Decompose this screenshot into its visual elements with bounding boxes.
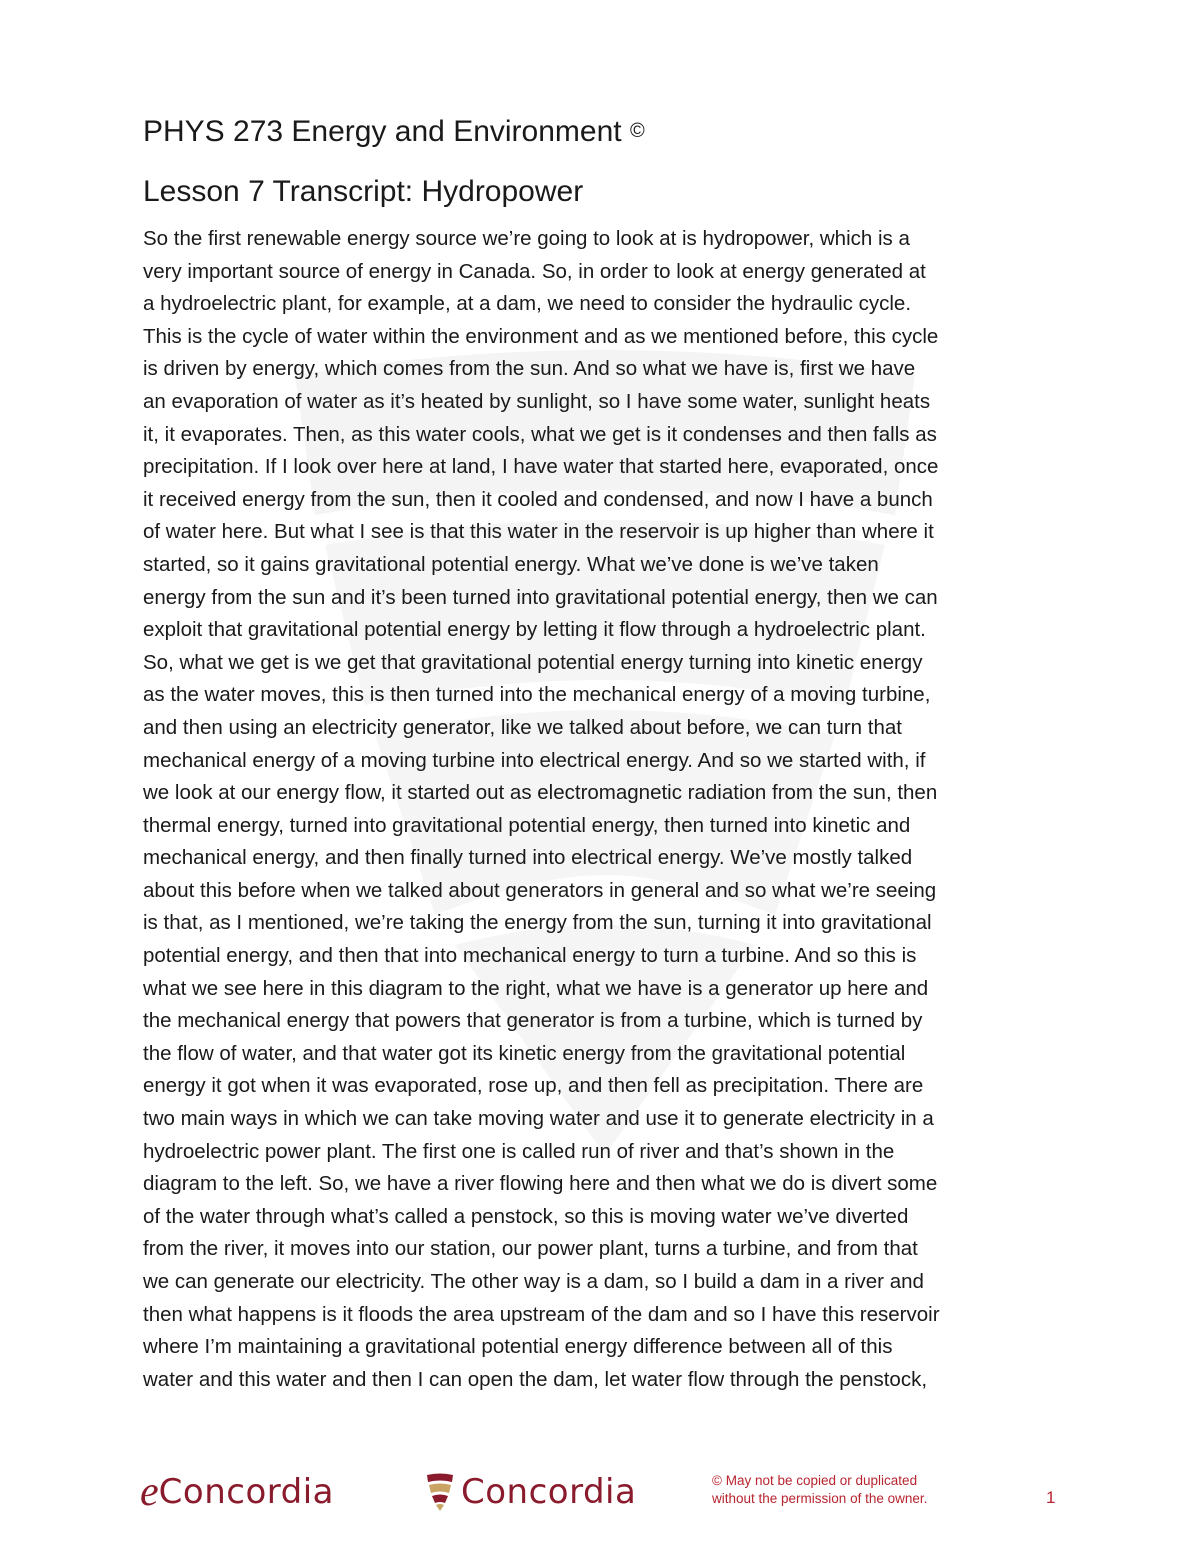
transcript-line: is driven by energy, which comes from the sun. And so what we have is, first we have bbox=[143, 357, 916, 381]
econcordia-e-mark: e bbox=[140, 1469, 159, 1515]
transcript-line: So, what we get is we get that gravitational potential energy turning into kinetic energy bbox=[143, 650, 923, 674]
transcript-line: as the water moves, this is then turned into the mechanical energy of a moving turbine, bbox=[143, 683, 931, 707]
econcordia-logo-text: Concordia bbox=[158, 1472, 334, 1512]
transcript-line: two main ways in which we can take moving water and use it to generate electricity in a bbox=[143, 1107, 934, 1131]
transcript-line: and then using an electricity generator, like we talked about before, we can turn that bbox=[143, 715, 902, 739]
transcript-line: where I’m maintaining a gravitational potential energy difference between all of this bbox=[143, 1335, 893, 1359]
concordia-shield-icon bbox=[425, 1472, 455, 1512]
page-footer bbox=[0, 1460, 1200, 1520]
copyright-symbol: © bbox=[629, 120, 645, 142]
transcript-line: it received energy from the sun, then it cooled and condensed, and now I have a bunch bbox=[143, 487, 933, 511]
copyright-notice bbox=[712, 1472, 927, 1508]
transcript-body bbox=[143, 223, 1063, 1396]
document-subtitle: Lesson 7 Transcript: Hydropower bbox=[143, 175, 584, 208]
transcript-line: the flow of water, and that water got its kinetic energy from the gravitational potential bbox=[143, 1041, 906, 1065]
concordia-logo-text: Concordia bbox=[461, 1472, 637, 1512]
concordia-logo bbox=[425, 1470, 636, 1514]
transcript-line: what we see here in this diagram to the right, what we have is a generator up here and bbox=[143, 976, 929, 1000]
transcript-line: mechanical energy, and then finally turned into electrical energy. We’ve mostly talked bbox=[143, 846, 913, 870]
transcript-line: This is the cycle of water within the environment and as we mentioned before, this cycle bbox=[143, 324, 939, 348]
transcript-line: thermal energy, turned into gravitational potential energy, then turned into kinetic and bbox=[143, 813, 911, 837]
transcript-line: an evaporation of water as it’s heated by sunlight, so I have some water, sunlight heats bbox=[143, 389, 931, 413]
transcript-line: So the first renewable energy source we’re going to look at is hydropower, which is a bbox=[143, 227, 910, 250]
econcordia-logo bbox=[140, 1470, 334, 1514]
transcript-line: we look at our energy flow, it started out as electromagnetic radiation from the sun, then bbox=[143, 781, 938, 805]
transcript-line: very important source of energy in Canada. So, in order to look at energy generated at bbox=[143, 259, 926, 283]
transcript-line: mechanical energy of a moving turbine into electrical energy. And so we started with, if bbox=[143, 748, 926, 772]
title-text: PHYS 273 Energy and Environment bbox=[143, 115, 622, 148]
transcript-line: exploit that gravitational potential energy by letting it flow through a hydroelectric plant. bbox=[143, 618, 926, 642]
transcript-line: the mechanical energy that powers that generator is from a turbine, which is turned by bbox=[143, 1009, 923, 1033]
transcript-line: is that, as I mentioned, we’re taking the energy from the sun, turning it into gravitational bbox=[143, 911, 932, 935]
transcript-line: of water here. But what I see is that this water in the reservoir is up higher than where it bbox=[143, 520, 934, 544]
transcript-line: started, so it gains gravitational potential energy. What we’ve done is we’ve taken bbox=[143, 552, 879, 576]
transcript-line: potential energy, and then that into mechanical energy to turn a turbine. And so this is bbox=[143, 944, 917, 968]
transcript-line: energy it got when it was evaporated, rose up, and then fell as precipitation. There are bbox=[143, 1074, 924, 1098]
transcript-line: precipitation. If I look over here at land, I have water that started here, evaporated, once bbox=[143, 455, 939, 479]
transcript-line: it, it evaporates. Then, as this water cools, what we get is it condenses and then falls as bbox=[143, 422, 937, 446]
transcript-line: a hydroelectric plant, for example, at a dam, we need to consider the hydraulic cycle. bbox=[143, 292, 912, 316]
copyright-notice-line2: without the permission of the owner. bbox=[712, 1491, 928, 1506]
document-title bbox=[143, 112, 1063, 151]
transcript-line: water and this water and then I can open the dam, let water flow through the penstock, bbox=[143, 1367, 928, 1391]
transcript-line: we can generate our electricity. The other way is a dam, so I build a dam in a river and bbox=[143, 1270, 924, 1293]
document-page bbox=[143, 112, 1063, 1396]
transcript-line: about this before when we talked about generators in general and so what we’re seeing bbox=[143, 878, 937, 902]
transcript-line: energy from the sun and it’s been turned into gravitational potential energy, then we can bbox=[143, 585, 938, 609]
transcript-line: from the river, it moves into our station, our power plant, turns a turbine, and from that bbox=[143, 1237, 918, 1261]
transcript-line: of the water through what’s called a penstock, so this is moving water we’ve diverted bbox=[143, 1204, 909, 1228]
transcript-line: then what happens is it floods the area upstream of the dam and so I have this reservoir bbox=[143, 1302, 940, 1326]
transcript-line: diagram to the left. So, we have a river flowing here and then what we do is divert some bbox=[143, 1172, 938, 1196]
page-number: 1 bbox=[1046, 1488, 1056, 1507]
copyright-notice-line1: © May not be copied or duplicated bbox=[712, 1473, 918, 1488]
transcript-line: hydroelectric power plant. The first one is called run of river and that’s shown in the bbox=[143, 1139, 895, 1163]
